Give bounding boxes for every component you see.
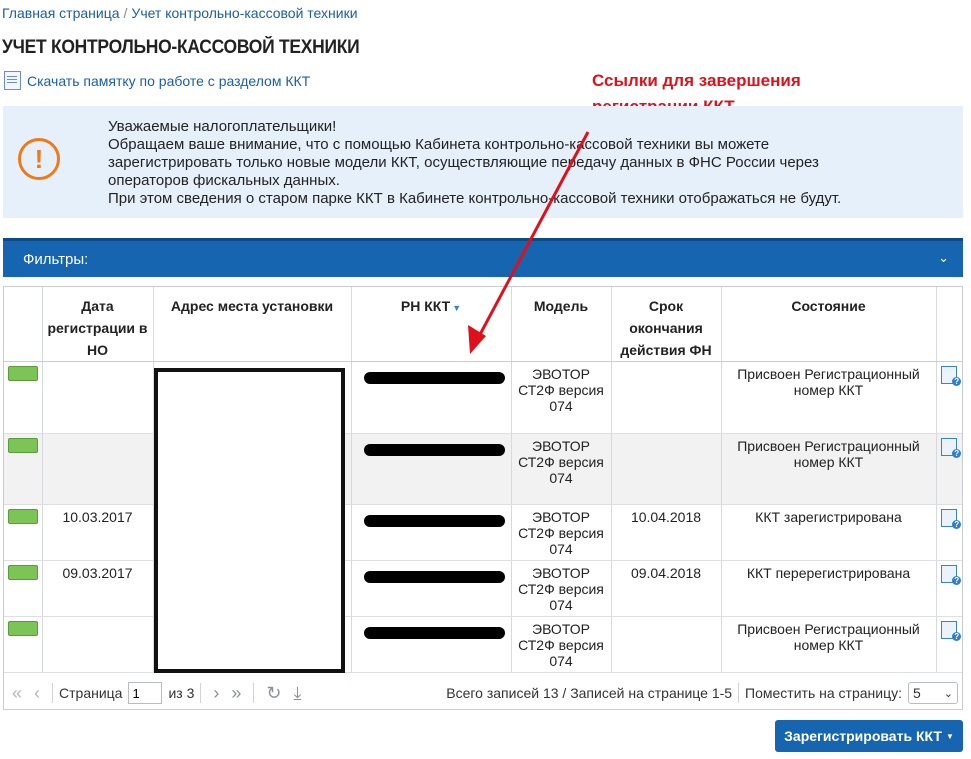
download-icon[interactable]: ⤓: [293, 682, 302, 703]
register-kkt-label: Зарегистрировать ККТ: [784, 728, 942, 744]
first-page-icon[interactable]: «: [12, 682, 23, 703]
header-address[interactable]: Адрес места установки: [153, 287, 351, 362]
sort-desc-icon: ▼: [452, 303, 462, 313]
reg-date-cell: 10.03.2017: [42, 505, 153, 561]
filters-label: Фильтры:: [23, 251, 89, 268]
notice-line: зарегистрировать только новые модели ККТ, осуществляющие передачу данных в ФНС России через: [108, 154, 819, 171]
page-count-label: из 3: [168, 685, 195, 701]
records-summary: Всего записей 13 / Записей на странице 1-5: [446, 685, 733, 701]
memo-link-label: Скачать памятку по работе с разделом ККТ: [27, 72, 311, 89]
header-state[interactable]: Состояние: [721, 287, 936, 362]
warning-icon: !: [18, 138, 60, 180]
fn-expiry-cell: 09.04.2018: [611, 561, 721, 617]
state-cell: Присвоен Регистрационный номер ККТ: [721, 362, 936, 434]
page-label: Страница: [59, 685, 123, 701]
breadcrumb-separator: /: [123, 5, 128, 21]
state-cell: ККТ перерегистрирована: [721, 561, 936, 617]
model-cell: ЭВОТОР СТ2Ф версия 074: [511, 561, 611, 617]
prev-page-icon[interactable]: ‹: [34, 682, 41, 703]
annotation-line-1: Ссылки для завершения: [592, 71, 801, 90]
model-cell: ЭВОТОР СТ2Ф версия 074: [511, 617, 611, 673]
header-reg-date[interactable]: Дата регистрации в НО: [42, 287, 153, 362]
header-rn-label: РН ККТ: [400, 298, 451, 314]
next-page-icon[interactable]: ›: [213, 682, 220, 703]
per-page-value: 5: [913, 685, 921, 701]
caret-down-icon: ▼: [945, 731, 954, 741]
reg-date-cell: 09.03.2017: [42, 561, 153, 617]
per-page-label: Поместить на страницу:: [745, 685, 902, 701]
page-title: УЧЕТ КОНТРОЛЬНО-КАССОВОЙ ТЕХНИКИ: [2, 37, 360, 58]
annotation-arrow-line: [476, 132, 588, 342]
state-cell: ККТ зарегистрирована: [721, 505, 936, 561]
header-model[interactable]: Модель: [511, 287, 611, 362]
notice-line: Уважаемые налогоплательщики!: [108, 118, 337, 135]
chevron-down-icon: ⌄: [943, 687, 953, 700]
breadcrumb-home-link[interactable]: Главная страница: [2, 5, 120, 21]
breadcrumb-current-link[interactable]: Учет контрольно-кассовой техники: [131, 5, 358, 21]
state-cell: Присвоен Регистрационный номер ККТ: [721, 434, 936, 505]
fn-expiry-cell: 10.04.2018: [611, 505, 721, 561]
model-cell: ЭВОТОР СТ2Ф версия 074: [511, 434, 611, 505]
refresh-icon[interactable]: ↻: [266, 682, 282, 703]
model-cell: ЭВОТОР СТ2Ф версия 074: [511, 362, 611, 434]
last-page-icon[interactable]: »: [231, 682, 242, 703]
state-cell: Присвоен Регистрационный номер ККТ: [721, 617, 936, 673]
chevron-down-icon[interactable]: ⌄: [938, 250, 949, 265]
notice-line: При этом сведения о старом парке ККТ в Кабинете контрольно-кассовой техники отображаться не будут.: [108, 190, 842, 207]
model-cell: ЭВОТОР СТ2Ф версия 074: [511, 505, 611, 561]
notice-line: Обращаем ваше внимание, что с помощью Кабинета контрольно-кассовой техники вы можете: [108, 136, 770, 153]
notice-line: операторов фискальных данных.: [108, 172, 340, 189]
header-fn-expiry[interactable]: Срок окончания действия ФН: [611, 287, 721, 362]
